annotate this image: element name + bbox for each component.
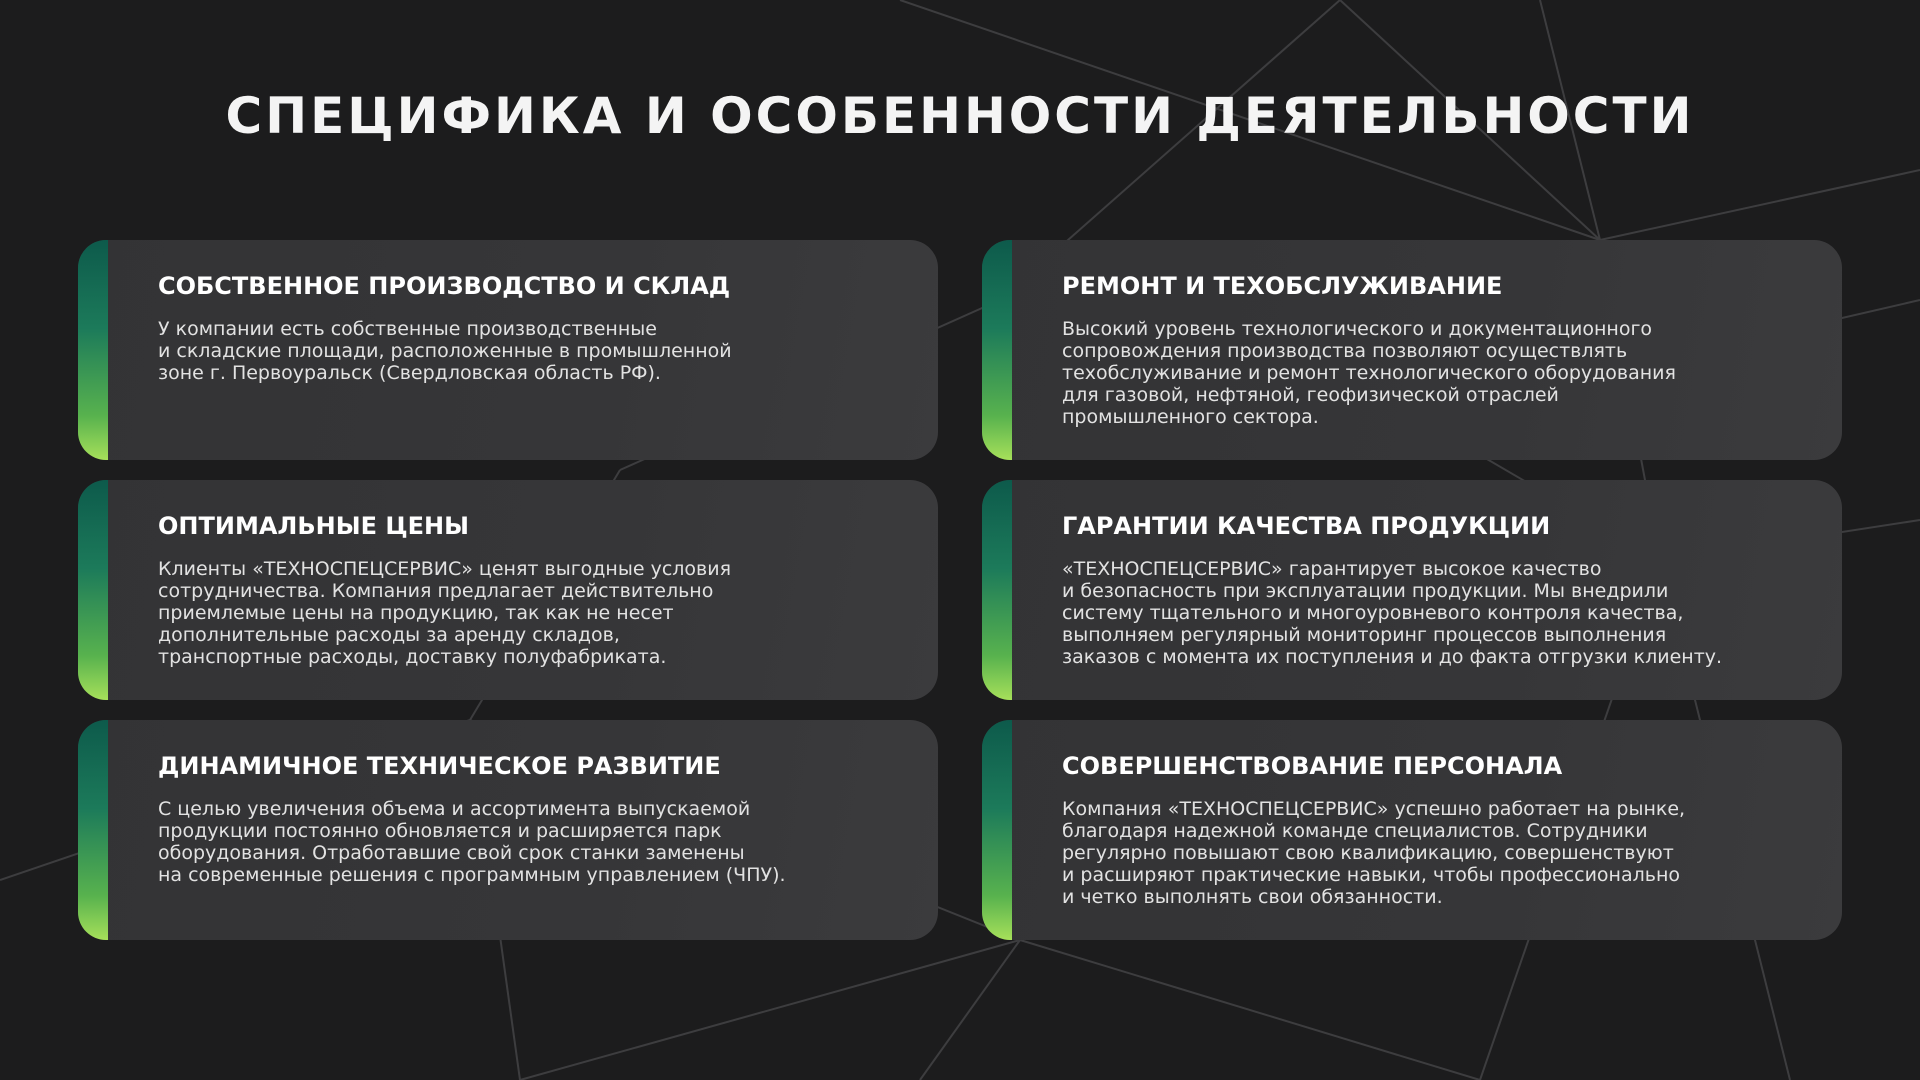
- card-accent-bar: [982, 240, 1012, 460]
- card-text: Клиенты «ТЕХНОСПЕЦСЕРВИС» ценят выгодные условия сотрудничества. Компания предлагает действительно приемлемые цены на продукцию, так как не несет дополнительные расходы за аренду складов, транспортные расходы, доставку полуфабриката.: [158, 558, 732, 668]
- card-title: РЕМОНТ И ТЕХОБСЛУЖИВАНИЕ: [1062, 272, 1503, 300]
- card-title: ДИНАМИЧНОЕ ТЕХНИЧЕСКОЕ РАЗВИТИЕ: [158, 752, 721, 780]
- card-accent-bar: [982, 720, 1012, 940]
- card-title: ГАРАНТИИ КАЧЕСТВА ПРОДУКЦИИ: [1062, 512, 1551, 540]
- feature-card-repair-maintenance: [982, 240, 1842, 460]
- feature-card-own-production: [78, 240, 938, 460]
- card-accent-bar: [78, 480, 108, 700]
- card-accent-bar: [78, 240, 108, 460]
- feature-card-quality-guarantee: [982, 480, 1842, 700]
- card-text: Компания «ТЕХНОСПЕЦСЕРВИС» успешно работает на рынке, благодаря надежной команде специалистов. Сотрудники регулярно повышают свою квалификацию, совершенствуют и расширяют практические навыки, чтобы профессионально и четко выполнять свои обязанности.: [1062, 798, 1686, 908]
- card-title: ОПТИМАЛЬНЫЕ ЦЕНЫ: [158, 512, 469, 540]
- card-text: У компании есть собственные производственные и складские площади, расположенные в промышленной зоне г. Первоуральск (Свердловская область РФ).: [158, 318, 732, 384]
- feature-card-technical-development: [78, 720, 938, 940]
- page-title: СПЕЦИФИКА И ОСОБЕННОСТИ ДЕЯТЕЛЬНОСТИ: [225, 87, 1695, 145]
- card-accent-bar: [78, 720, 108, 940]
- feature-card-optimal-prices: [78, 480, 938, 700]
- card-accent-bar: [982, 480, 1012, 700]
- card-title: СОВЕРШЕНСТВОВАНИЕ ПЕРСОНАЛА: [1062, 752, 1563, 780]
- feature-card-staff-improvement: [982, 720, 1842, 940]
- card-text: Высокий уровень технологического и документационного сопровождения производства позволяют осуществлять техобслуживание и ремонт технологического оборудования для газовой, нефтяной, геофизической отраслей промышленного сектора.: [1062, 318, 1676, 428]
- card-text: «ТЕХНОСПЕЦСЕРВИС» гарантирует высокое качество и безопасность при эксплуатации продукции. Мы внедрили систему тщательного и многоуровневого контроля качества, выполняем регулярный мониторинг процессов выполнения заказов с момента их поступления и до факта отгрузки клиенту.: [1062, 558, 1723, 668]
- card-title: СОБСТВЕННОЕ ПРОИЗВОДСТВО И СКЛАД: [158, 272, 731, 300]
- card-text: С целью увеличения объема и ассортимента выпускаемой продукции постоянно обновляется и расширяется парк оборудования. Отработавшие свой срок станки заменены на современные решения с программным управлением (ЧПУ).: [158, 798, 786, 886]
